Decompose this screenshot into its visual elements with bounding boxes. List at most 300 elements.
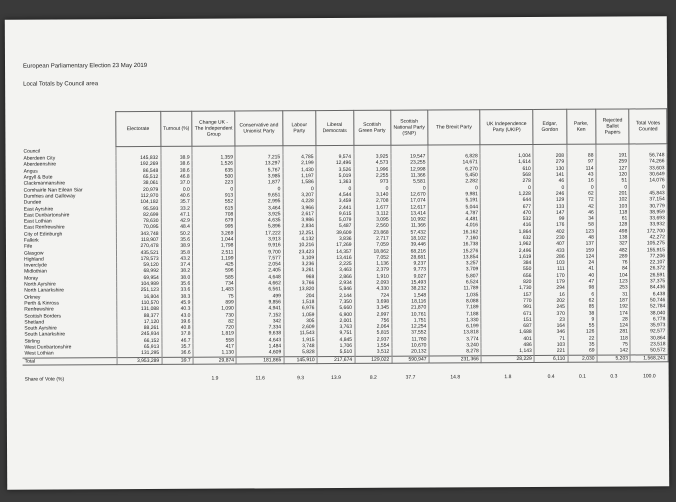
table-cell: 38.6 [161, 167, 192, 173]
table-cell: 65,512 [116, 174, 161, 181]
table-cell: 12,670 [391, 191, 428, 197]
table-cell: 43.0 [161, 312, 192, 318]
table-cell: 12,496 [316, 160, 354, 166]
table-cell: 23,255 [391, 160, 428, 166]
table-cell: 88,261 [117, 325, 162, 332]
table-cell: 5,767 [236, 167, 283, 174]
table-cell: 253 [597, 285, 631, 291]
row-label: Inverclyde [22, 262, 116, 269]
table-cell: 9 [567, 316, 596, 322]
table-cell: 7,350 [317, 299, 355, 305]
table-cell: 2,001 [317, 318, 355, 324]
table-cell: 1,363 [316, 179, 354, 185]
table-cell: 245 [534, 304, 567, 310]
row-label: Shetland [22, 319, 116, 326]
table-cell: 62 [567, 190, 596, 196]
table-cell: 58 [567, 222, 596, 228]
table-cell: 0.0 [161, 186, 192, 192]
table-cell: 486 [481, 342, 534, 349]
col-header: Edgar, Gordon [533, 109, 566, 144]
table-cell: 3,836 [317, 236, 355, 242]
table-cell: 1,568,241 [631, 354, 669, 361]
table-cell: 99 [534, 216, 567, 222]
row-label: Share of Vote (%) [24, 376, 65, 383]
table-cell: 208 [533, 153, 566, 159]
col-header: Parke, Ken [566, 109, 596, 144]
table-cell: 991 [481, 304, 534, 311]
table-cell: 16 [567, 178, 596, 184]
table-cell: 88,377 [116, 312, 161, 319]
table-cell: 138 [596, 234, 630, 240]
col-header: The Brexit Party [428, 110, 480, 145]
table-cell: 384 [481, 260, 534, 267]
table-cell: 45,843 [630, 190, 668, 196]
table-cell: 2,144 [317, 292, 355, 298]
table-cell: 104 [597, 272, 631, 278]
table-cell: 1,059 [284, 312, 317, 318]
table-cell: 123 [597, 278, 631, 284]
table-cell: 77,206 [630, 253, 668, 259]
table-cell: 635 [192, 167, 235, 174]
row-label: Orkney [22, 294, 116, 301]
table-cell: 120 [596, 171, 630, 177]
table-cell: 0 [354, 185, 391, 191]
table-cell: 0 [630, 184, 668, 190]
table-cell: 123 [567, 228, 596, 234]
table-cell: 3,925 [236, 211, 283, 218]
table-cell: 3,698 [354, 299, 391, 305]
table-cell: 17,074 [391, 198, 428, 204]
table-cell: 28,229 [481, 355, 534, 363]
table-cell: 0 [192, 186, 235, 193]
table-cell: 1,197 [283, 173, 316, 179]
table-cell: 34 [567, 216, 596, 222]
table-cell: 217,674 [317, 356, 355, 363]
table-cell: 0.3 [610, 373, 618, 380]
table-cell: 70,095 [116, 224, 161, 231]
table-cell: 45.9 [161, 300, 192, 306]
table-cell: 6,976 [283, 305, 316, 311]
table-cell: 0 [391, 185, 428, 191]
table-cell: 5,815 [354, 330, 391, 336]
table-cell: 550 [481, 266, 534, 273]
table-cell: 327 [596, 241, 630, 247]
table-cell: 1,614 [480, 159, 533, 166]
table-cell: 84,436 [630, 285, 668, 291]
table-cell: 39.7 [162, 357, 193, 364]
table-cell: 2,934 [317, 280, 355, 286]
table-cell: 1,548 [391, 292, 428, 298]
col-header: Change UK - The Independent Group [192, 111, 236, 146]
table-cell: 1,706 [317, 343, 355, 349]
table-cell: 416 [481, 222, 534, 229]
table-cell: 1,130 [193, 350, 236, 357]
table-cell: 38.2 [161, 268, 192, 274]
table-cell: 3,459 [316, 198, 354, 204]
table-cell: 142 [597, 348, 631, 355]
table-cell: 38.9 [161, 243, 192, 249]
table-cell: 0.4 [547, 373, 555, 380]
table-cell: 2,282 [428, 178, 480, 185]
table-cell: 40.6 [161, 193, 192, 199]
table-cell: 61 [596, 215, 630, 221]
table-cell: 16,804 [116, 293, 161, 300]
table-cell: 37,552 [392, 330, 429, 336]
table-cell: 6 [567, 291, 596, 297]
table-cell: 3,261 [283, 267, 316, 273]
table-cell: 1.9 [211, 375, 219, 382]
table-cell: 8,088 [429, 298, 481, 305]
table-cell: 656 [481, 273, 534, 280]
table-cell: 30,649 [630, 171, 668, 177]
table-cell: 52,784 [630, 303, 668, 309]
table-cell: 0 [533, 184, 566, 190]
table-cell: 558 [193, 337, 236, 344]
table-cell: 13,414 [391, 210, 428, 216]
table-cell: 5,510 [317, 349, 355, 356]
table-cell: 0 [283, 186, 316, 192]
table-cell: 23,518 [630, 341, 668, 347]
table-cell: 12,251 [283, 230, 316, 236]
table-cell: 103 [534, 342, 567, 348]
table-cell: 433 [534, 247, 567, 253]
row-label: South Lanarkshire [22, 331, 116, 338]
table-cell: 245,934 [117, 331, 162, 338]
table-cell: 5,450 [428, 172, 480, 179]
table-cell: 145,910 [284, 356, 317, 363]
table-cell: 82,699 [116, 212, 161, 219]
table-cell: 4,609 [236, 349, 283, 356]
table-cell: 708 [192, 211, 235, 218]
table-cell: 3,925 [354, 154, 391, 160]
row-label: West Dunbartonshire [22, 344, 116, 351]
table-cell: 3,766 [283, 280, 316, 286]
table-cell: 500 [192, 173, 235, 180]
table-cell: 343,748 [116, 230, 161, 237]
table-cell: 3,207 [283, 192, 316, 198]
table-cell: 118,907 [116, 237, 161, 244]
table-cell: 13,416 [317, 255, 355, 261]
table-cell: 111 [534, 266, 567, 272]
row-label: Dumfries and Galloway [22, 193, 116, 200]
row-label: Aberdeen City [21, 155, 115, 162]
table-cell: 42 [567, 203, 596, 209]
table-cell: 5,581 [391, 179, 428, 185]
table-cell: 1,136 [354, 261, 391, 267]
table-cell: 71 [534, 335, 567, 341]
table-cell: 401 [481, 336, 534, 343]
table-cell: 1,688 [481, 329, 534, 336]
table-cell: 35.6 [161, 237, 192, 243]
results-body [21, 144, 668, 384]
table-cell: 0 [596, 184, 630, 190]
table-cell: 82 [193, 318, 236, 325]
table-cell: 9,856 [236, 299, 283, 306]
table-cell: 1,359 [192, 155, 235, 162]
table-cell: 30,864 [630, 335, 668, 341]
table-cell: 5,896 [236, 224, 283, 231]
table-cell: 13,818 [429, 330, 481, 337]
table-cell: 5,019 [316, 173, 354, 179]
table-cell: 128 [596, 222, 630, 228]
table-cell: 47.1 [161, 211, 192, 217]
table-cell: 968 [283, 274, 316, 280]
table-cell: 110,570 [116, 300, 161, 307]
table-cell: 1,199 [193, 255, 236, 262]
table-cell: 4,544 [316, 192, 354, 198]
table-cell: 499 [236, 293, 283, 300]
table-cell: 1,004 [480, 153, 533, 160]
table-cell: 74,266 [629, 159, 667, 165]
table-cell: 425 [193, 262, 236, 269]
table-cell: 201 [596, 190, 630, 196]
table-cell: 46.8 [161, 174, 192, 180]
table-cell: 1,090 [193, 306, 236, 313]
table-cell: 677 [480, 203, 533, 210]
table-cell: 9,981 [428, 191, 480, 198]
table-cell: 281 [597, 329, 631, 335]
table-cell: 3,269 [192, 230, 235, 237]
table-cell: 37.7 [405, 374, 416, 381]
table-cell: 42,272 [630, 234, 668, 240]
table-cell: 7,215 [235, 154, 282, 161]
table-cell: 3,763 [317, 324, 355, 330]
table-cell: 48 [567, 235, 596, 241]
table-cell: 118 [596, 209, 630, 215]
table-cell: 3,112 [354, 210, 391, 216]
table-cell: 5,487 [316, 223, 354, 229]
table-cell: 9,237 [391, 261, 428, 267]
table-cell: 159 [567, 247, 596, 253]
table-cell: 103 [534, 260, 567, 266]
table-cell: 435,521 [116, 249, 161, 256]
table-cell: 26,591 [630, 272, 668, 278]
table-cell [162, 364, 194, 383]
table-cell: 11,760 [392, 336, 429, 342]
table-cell: 231,366 [429, 355, 481, 363]
table-cell: 4,016 [428, 223, 480, 230]
table-cell: 402 [534, 228, 567, 234]
table-cell: 38.3 [161, 293, 192, 299]
table-cell: 112,970 [116, 193, 161, 200]
table-cell: 131,295 [117, 350, 162, 357]
table-cell: 590,947 [392, 356, 429, 363]
table-cell: 4,845 [317, 337, 355, 343]
table-cell: 151 [481, 317, 534, 324]
share-row [23, 362, 669, 384]
table-cell: 305 [284, 318, 317, 324]
table-cell: 16 [534, 291, 567, 297]
table-cell: 38.9 [161, 155, 192, 161]
table-cell: 2,708 [354, 198, 391, 204]
table-cell: 251,123 [116, 287, 161, 294]
table-cell: 5,846 [317, 286, 355, 292]
table-cell: 72 [567, 197, 596, 203]
table-cell: 820 [481, 279, 534, 286]
table-cell: 9,916 [236, 242, 283, 249]
table-cell: 38,232 [391, 286, 428, 292]
table-cell: 1,554 [355, 343, 392, 349]
table-cell: 278 [480, 178, 533, 185]
table-cell: 4,481 [428, 216, 480, 223]
table-cell: 720 [193, 325, 236, 332]
table-cell: 1,330 [429, 317, 481, 324]
table-cell: 18,102 [391, 235, 428, 241]
row-label: Argyll & Bute [22, 174, 116, 181]
table-cell: 3,512 [355, 349, 392, 356]
table-cell: 20,132 [392, 349, 429, 356]
table-cell: 124 [597, 322, 631, 328]
table-cell: 1,228 [480, 191, 533, 198]
table-cell: 155,915 [630, 247, 668, 253]
table-cell: 2,995 [236, 198, 283, 205]
table-cell: 16,162 [428, 229, 480, 236]
table-cell: 42.9 [161, 218, 192, 224]
table-cell: 995 [192, 224, 235, 231]
table-cell: 8,278 [429, 348, 481, 355]
table-cell: 5,203 [597, 354, 631, 361]
table-cell: 644 [480, 197, 533, 204]
col-header: Rejected Ballot Papers [596, 109, 630, 144]
row-label: East Renfrewshire [22, 224, 116, 231]
table-cell: 35 [568, 342, 597, 348]
table-cell: 407 [534, 241, 567, 247]
table-cell: 68,992 [116, 268, 161, 275]
row-label: South Ayrshire [22, 325, 116, 332]
table-cell: 37.0 [161, 180, 192, 186]
table-cell: 3,709 [429, 267, 481, 274]
table-cell: 38,061 [116, 180, 161, 187]
row-label: Moray [22, 275, 116, 282]
results-table [21, 108, 668, 383]
row-label: Perth & Kinross [22, 300, 116, 307]
table-cell: 22 [568, 335, 597, 341]
table-cell: 2,834 [283, 223, 316, 229]
table-cell: 8.2 [369, 374, 377, 381]
table-cell: 88 [567, 153, 596, 159]
table-cell: 0 [480, 184, 533, 191]
table-cell: 1,484 [236, 343, 283, 350]
table-cell: 1,798 [193, 243, 236, 250]
table-cell: 1,143 [481, 348, 534, 355]
table-cell: 172,700 [630, 228, 668, 234]
table-cell: 286 [534, 254, 567, 260]
table-cell: 23 [534, 317, 567, 323]
table-cell: 141 [533, 172, 566, 178]
table-cell: 38 [567, 310, 596, 316]
row-label: North Lanarkshire [22, 287, 116, 294]
table-cell: 687 [481, 323, 534, 330]
table-cell: 85 [567, 304, 596, 310]
table-cell: 2,093 [354, 280, 391, 286]
table-cell: 69 [568, 348, 597, 355]
table-cell: 204 [283, 293, 316, 299]
table-cell: 7,189 [429, 304, 481, 311]
table-cell: 6,524 [429, 279, 481, 286]
table-cell: 192 [597, 304, 631, 310]
table-cell: 2,199 [283, 160, 316, 166]
table-cell: 4,941 [236, 305, 283, 312]
row-label: East Lothian [22, 218, 116, 225]
table-cell: 498 [596, 228, 630, 234]
row-label: Renfrewshire [22, 306, 116, 313]
table-cell: 28,681 [391, 254, 428, 260]
table-cell: 157 [481, 292, 534, 299]
table-cell: 3,345 [354, 305, 391, 311]
table-cell: 95,593 [116, 205, 161, 212]
table-cell: 187 [597, 297, 631, 303]
table-cell: 40 [567, 272, 596, 278]
table-cell: 147 [534, 209, 567, 215]
table-cell: 66,152 [117, 338, 162, 345]
table-cell: 7,577 [236, 255, 283, 262]
table-cell: 2,441 [316, 204, 354, 210]
table-cell: 9,574 [316, 154, 354, 160]
table-cell: 5,828 [284, 349, 317, 356]
col-header: Total Votes Counted [629, 109, 667, 144]
table-cell: 41 [567, 266, 596, 272]
table-cell: 129 [533, 197, 566, 203]
table-cell: 470 [481, 210, 534, 217]
table-cell: 14.8 [450, 374, 461, 381]
table-cell: 10,216 [283, 242, 316, 248]
table-cell: 84 [597, 266, 631, 272]
table-cell: 3,257 [428, 260, 480, 267]
table-cell: 35.7 [162, 344, 193, 350]
table-cell: 18,116 [392, 298, 429, 304]
table-cell: 179 [534, 279, 567, 285]
table-cell: 2,405 [236, 268, 283, 275]
table-cell: 133 [534, 203, 567, 209]
table-cell: 1,962 [481, 241, 534, 248]
table-cell: 671 [481, 310, 534, 317]
table-cell: 1,518 [283, 299, 316, 305]
table-cell: 2,255 [354, 173, 391, 179]
table-cell: 75 [597, 341, 631, 347]
header-corner [21, 112, 115, 147]
table-cell: 1,035 [429, 292, 481, 299]
table-cell: 3,526 [316, 167, 354, 173]
table-cell: 2,560 [354, 223, 391, 229]
table-cell: 38,040 [630, 310, 668, 316]
table-cell: 76 [597, 260, 631, 266]
table-cell: 1,483 [193, 287, 236, 294]
row-label: Scottish Borders [22, 313, 116, 320]
table-cell: 259 [596, 159, 630, 165]
table-cell: 0 [316, 185, 354, 191]
table-cell: 13.9 [331, 374, 341, 381]
table-cell: 31 [597, 291, 631, 297]
table-cell: 36.6 [162, 350, 193, 357]
table-cell: 3,953,289 [117, 357, 162, 365]
table-cell: 2,617 [283, 211, 316, 217]
table-cell: 0 [236, 186, 283, 193]
table-cell: 100.0 [643, 373, 656, 380]
table-cell: 294 [534, 285, 567, 291]
table-cell: 913 [192, 192, 235, 199]
table-cell: 4,228 [283, 198, 316, 204]
table-cell: 7,059 [354, 242, 391, 248]
table-cell: 899 [193, 299, 236, 306]
table-cell: 178,573 [116, 256, 161, 263]
table-cell: 43 [567, 172, 596, 178]
table-cell: 13,820 [283, 286, 316, 292]
table-cell: 2,997 [354, 311, 391, 317]
row-label: Falkirk [22, 237, 116, 244]
table-cell: 47 [567, 279, 596, 285]
document-title: European Parliamentary Election 23 May 2019 [23, 62, 148, 70]
table-cell: 221 [534, 348, 567, 355]
